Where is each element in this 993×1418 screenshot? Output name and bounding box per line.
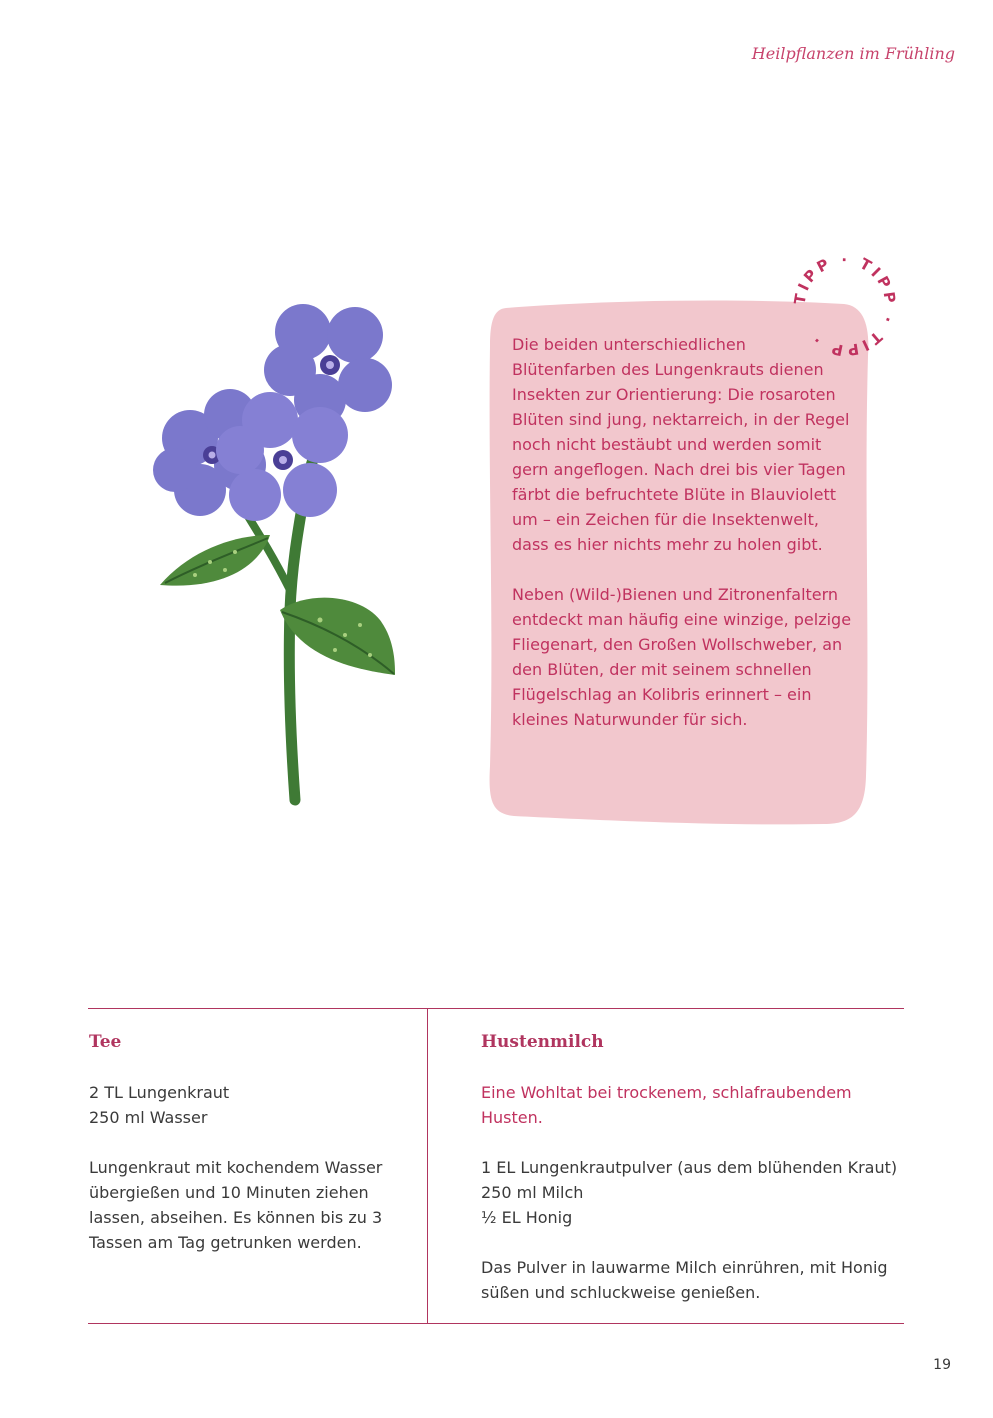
recipe-rule-top bbox=[88, 1008, 904, 1009]
recipe-tea-instructions: Lungenkraut mit kochendem Wasser übergießen und 10 Minuten ziehen lassen, abseihen. Es können bis zu 3 Tassen am Tag getrunken werden. bbox=[89, 1158, 383, 1252]
recipe-cough-milk-instructions: Das Pulver in lauwarme Milch einrühren, mit Honig süßen und schluckweise genießen. bbox=[481, 1258, 888, 1302]
ingredient: 250 ml Milch bbox=[481, 1183, 584, 1202]
ingredient: ½ EL Honig bbox=[481, 1208, 573, 1227]
leaf-right bbox=[280, 598, 395, 675]
tip-paragraph-2: Neben (Wild-)Bienen und Zitronenfaltern entdeckt man häufig eine winzige, pelzige Fliegenart, den Großen Wollschweber, an den Blüten, der mit seinem schnellen Flügelschlag an Kolibris erinnert – ein kleines Naturwunder für sich. bbox=[512, 585, 852, 729]
recipe-tea-ingredients bbox=[89, 1080, 409, 1130]
leaf-left bbox=[160, 535, 270, 586]
lungwort-flower-illustration bbox=[140, 290, 420, 820]
recipe-cough-milk-ingredients bbox=[481, 1155, 911, 1230]
tip-text bbox=[512, 332, 852, 757]
running-title: Heilpflanzen im Frühling bbox=[751, 44, 955, 63]
page-number: 19 bbox=[933, 1357, 951, 1373]
recipe-column-divider bbox=[427, 1008, 428, 1323]
recipe-tea bbox=[89, 1030, 409, 1280]
ingredient: 250 ml Wasser bbox=[89, 1108, 208, 1127]
recipe-cough-milk-intro: Eine Wohltat bei trockenem, schlafraubendem Husten. bbox=[481, 1083, 852, 1127]
ingredient: 2 TL Lungenkraut bbox=[89, 1083, 230, 1102]
tipp-badge-text: TIPP · TIPP · TIPP · bbox=[790, 250, 900, 360]
recipe-cough-milk bbox=[481, 1030, 911, 1330]
recipe-cough-milk-title: Hustenmilch bbox=[481, 1032, 604, 1052]
ingredient: 1 EL Lungenkrautpulver (aus dem blühenden Kraut) bbox=[481, 1158, 898, 1177]
recipe-tea-title: Tee bbox=[89, 1032, 122, 1052]
tip-paragraph-1: Die beiden unterschiedlichen Blütenfarben des Lungenkrauts dienen Insekten zur Orientierung: Die rosaroten Blüten sind jung, nektarreich, in der Regel noch nicht bestäubt und werden somit gern angeflogen. Nach drei bis vier Tagen färbt die befruchtete Blüte in Blauviolett um – ein Zeichen für die Insektenwelt, dass es hier nichts mehr zu holen gibt. bbox=[512, 335, 850, 554]
